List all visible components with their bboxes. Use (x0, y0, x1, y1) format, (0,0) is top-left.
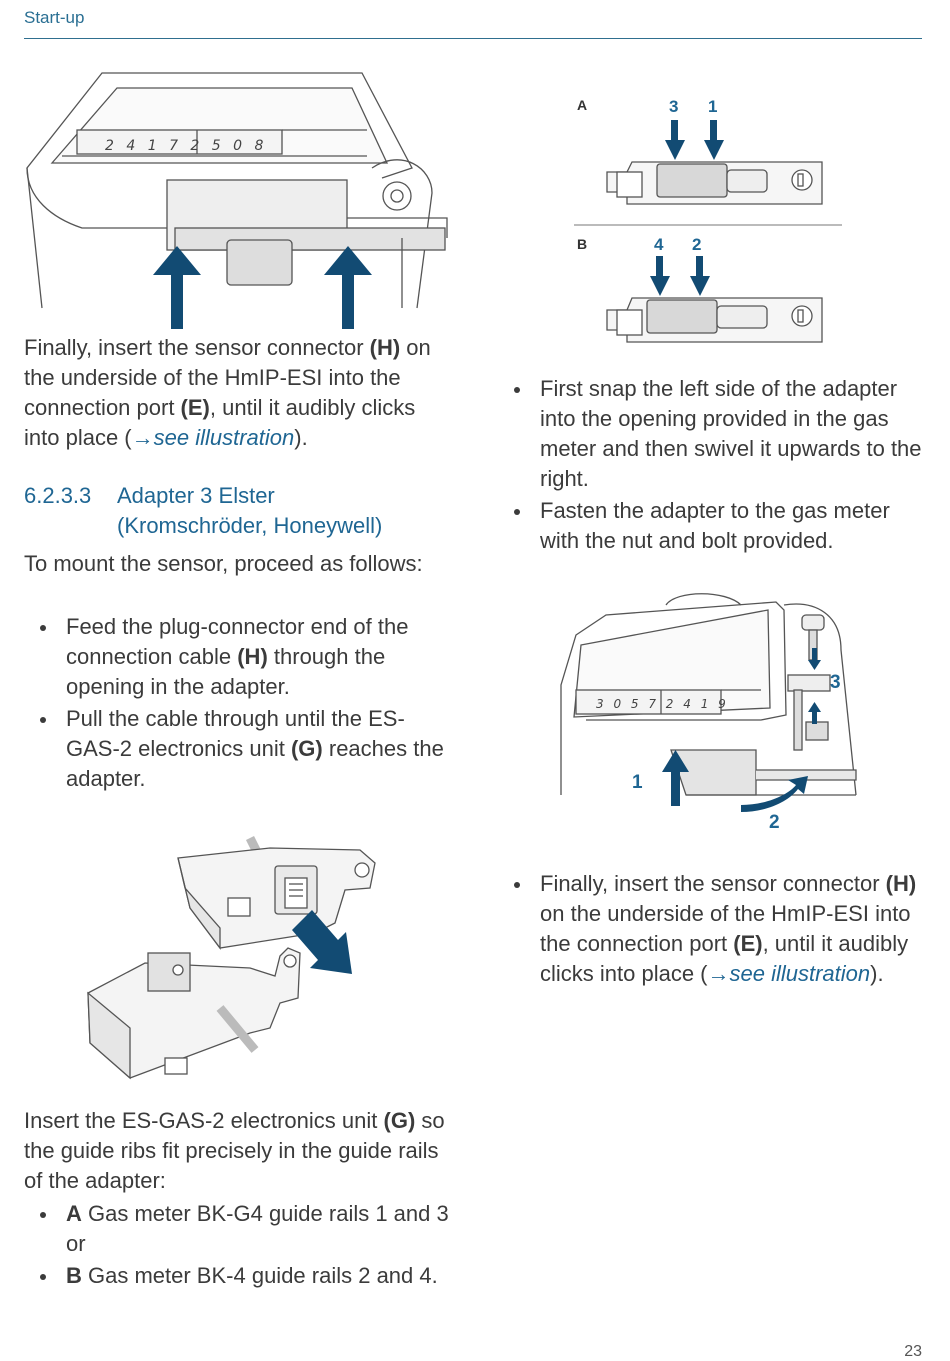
bullet-icon (514, 509, 520, 515)
bullet-icon (514, 387, 520, 393)
list-item: A Gas meter BK-G4 guide rails 1 and 3 or (24, 1199, 454, 1259)
bullet-icon (40, 717, 46, 723)
rail-number: 3 (669, 97, 679, 116)
step-number: 3 (830, 672, 841, 693)
row-b-label: B (577, 236, 588, 252)
insert-unit-paragraph: Insert the ES-GAS-2 electronics unit (G) so the guide ribs fit precisely in the guide rails of the adapter: (24, 1108, 445, 1193)
finally-insert-paragraph: Finally, insert the sensor connector (H) on the underside of the HmIP-ESI into the connection port (E), until it audibly clicks into place (→see illustration). (24, 335, 431, 450)
list-item: First snap the left side of the adapter into the opening provided in the gas meter and then swivel it upwards to the right. (498, 374, 928, 494)
bullet-icon (514, 882, 520, 888)
list-item: B Gas meter BK-4 guide rails 2 and 4. (24, 1261, 454, 1291)
meter-reading-digits: 3 0 5 7 2 4 1 9 (596, 697, 729, 711)
page-header (24, 8, 922, 39)
list-item: Finally, insert the sensor connector (H) on the underside of the HmIP-ESI into the connection port (E), until it audibly clicks into place (→see illustration). (498, 869, 928, 989)
list-item: Feed the plug-connector end of the connection cable (H) through the opening in the adapter. (24, 612, 454, 702)
rail-number: 4 (654, 235, 664, 254)
see-illustration-link[interactable]: →see illustration (707, 961, 871, 986)
list-item: Pull the cable through until the ES-GAS-2 electronics unit (G) reaches the adapter. (24, 704, 454, 794)
final-insert-list (498, 869, 928, 991)
bullet-icon (40, 625, 46, 631)
row-a-label: A (577, 97, 588, 113)
step-number: 2 (769, 812, 780, 833)
bullet-icon (40, 1212, 46, 1218)
mount-intro-paragraph: To mount the sensor, proceed as follows: (24, 551, 423, 576)
section-title-line2: (Kromschröder, Honeywell) (117, 513, 383, 538)
section-title-line1: Adapter 3 Elster (117, 483, 275, 508)
adapter-steps-list (498, 374, 928, 558)
section-title: Start-up (24, 8, 85, 27)
section-number: 6.2.3.3 (24, 483, 92, 508)
figure-guide-rails (572, 92, 862, 352)
rail-number: 1 (708, 97, 718, 116)
see-illustration-link[interactable]: →see illustration (131, 425, 295, 450)
mount-steps-list (24, 612, 454, 796)
bullet-icon (40, 1274, 46, 1280)
figure-adapter-swivel (556, 590, 866, 835)
step-number: 1 (632, 772, 643, 793)
figure-adapter-exploded (70, 828, 390, 1088)
section-heading (24, 481, 454, 541)
page-number: 23 (904, 1343, 922, 1360)
list-item: Fasten the adapter to the gas meter with the nut and bolt provided. (498, 496, 928, 556)
rail-number: 2 (692, 235, 702, 254)
figure-meter-sensor-insert (22, 68, 452, 333)
meter-reading-digits: 2 4 1 7 2 5 0 8 (105, 138, 268, 154)
guide-rails-list (24, 1199, 454, 1293)
